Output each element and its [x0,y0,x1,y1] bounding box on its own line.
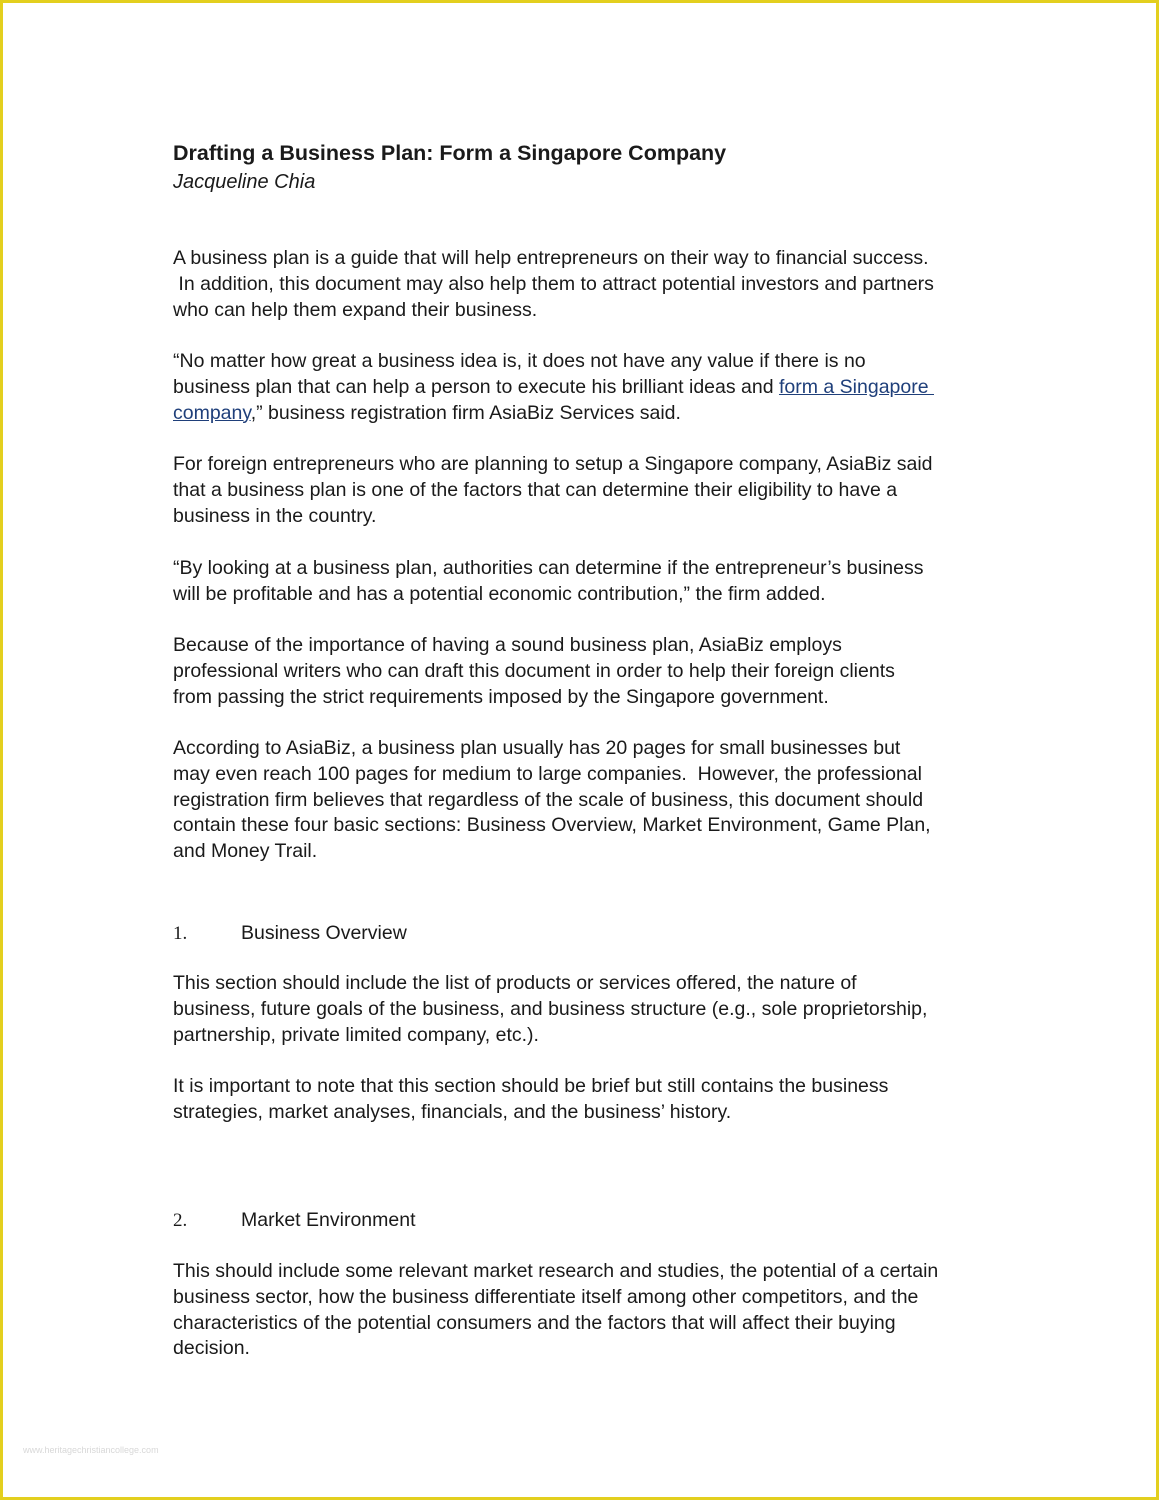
text-line: “No matter how great a business idea is, it does not have any value if there is no [173,350,866,372]
text-line: may even reach 100 pages for medium to large companies. However, the professional [173,762,922,785]
paragraph-authorities [173,556,1003,608]
text-line: contain these four basic sections: Business Overview, Market Environment, Game Plan, [173,814,931,837]
paragraph-pages [173,736,1003,865]
text-line [173,375,1003,401]
text-line: This should include some relevant market research and studies, the potential of a certain [173,1260,939,1282]
document-content [173,138,1003,1360]
text-line: business sector, how the business differentiate itself among other competitors, and the [173,1285,919,1308]
text-line: business, future goals of the business, and business structure (e.g., sole proprietorship, [173,997,928,1020]
text-line: In addition, this document may also help them to attract potential investors and partners [173,272,934,295]
paragraph-market-environment [173,1259,1003,1362]
text-line: strategies, market analyses, financials, and the business’ history. [173,1100,732,1123]
text-line: A business plan is a guide that will help entrepreneurs on their way to financial success. [173,247,929,269]
text-line: who can help them expand their business. [173,298,538,321]
text-segment: ,” business registration firm AsiaBiz Services said. [250,401,681,424]
text-line: It is important to note that this section should be brief but still contains the business [173,1075,889,1097]
watermark-text: www.heritagechristiancollege.com [23,1445,159,1455]
text-line: business in the country. [173,504,377,527]
text-line: For foreign entrepreneurs who are planning to setup a Singapore company, AsiaBiz said [173,453,933,475]
paragraph-quote [173,349,1003,426]
text-line: Because of the importance of having a sound business plan, AsiaBiz employs [173,634,842,656]
section-number: 2. [173,1210,188,1231]
section-heading-market-environment [173,1207,415,1234]
text-line: registration firm believes that regardless of the scale of business, this document should [173,788,924,811]
text-segment: business plan that can help a person to execute his brilliant ideas and [173,375,779,398]
section-title: Market Environment [241,1209,416,1231]
text-line: decision. [173,1337,250,1360]
text-line: and Money Trail. [173,840,318,863]
text-line: from passing the strict requirements imposed by the Singapore government. [173,685,829,708]
document-title: Drafting a Business Plan: Form a Singapore Company [173,141,727,165]
text-line: “By looking at a business plan, authorities can determine if the entrepreneur’s business [173,557,924,579]
paragraph-importance [173,633,1003,710]
text-line: will be profitable and has a potential economic contribution,” the firm added. [173,582,826,605]
text-line: According to AsiaBiz, a business plan usually has 20 pages for small businesses but [173,737,901,759]
text-line [173,401,1003,427]
text-line: professional writers who can draft this document in order to help their foreign clients [173,659,895,682]
section-title: Business Overview [241,922,407,944]
paragraph-intro [173,246,1003,323]
paragraph-business-overview [173,971,1003,1048]
text-line: that a business plan is one of the factors that can determine their eligibility to have a [173,478,898,501]
text-line: characteristics of the potential consumers and the factors that will affect their buying [173,1311,896,1334]
text-line: This section should include the list of products or services offered, the nature of [173,972,857,994]
section-number: 1. [173,923,188,944]
form-singapore-company-link-continued[interactable]: company [173,401,251,424]
section-heading-business-overview [173,920,407,947]
text-line: partnership, private limited company, etc.). [173,1023,539,1046]
paragraph-foreign-entrepreneurs [173,452,1003,529]
paragraph-brief-note [173,1074,1003,1126]
document-author: Jacqueline Chia [173,171,316,193]
form-singapore-company-link[interactable]: form a Singapore [778,375,934,398]
